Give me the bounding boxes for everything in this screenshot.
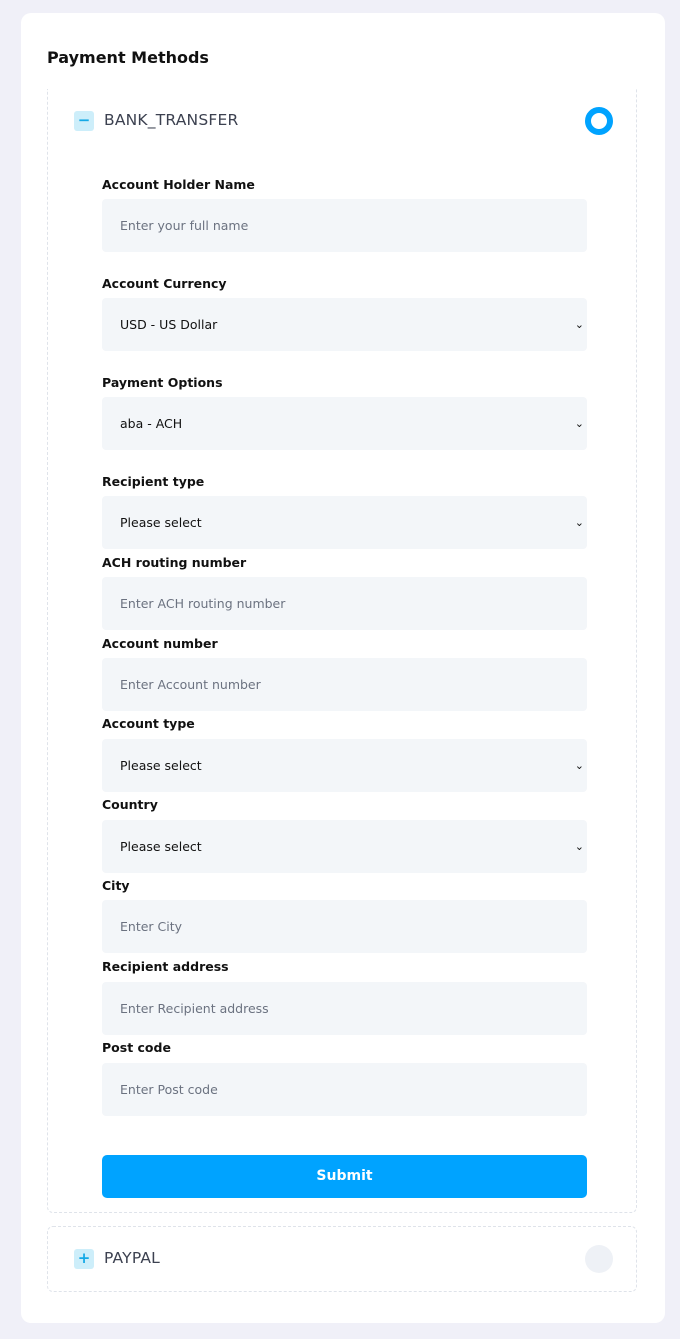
country-select[interactable] bbox=[102, 820, 587, 873]
ach-routing-label: ACH routing number bbox=[102, 555, 247, 570]
recipient-type-label: Recipient type bbox=[102, 474, 205, 489]
account-type-value: Please select bbox=[120, 758, 202, 773]
chevron-down-icon: ⌄ bbox=[574, 417, 584, 430]
ach-routing-input[interactable]: Enter ACH routing number bbox=[102, 577, 587, 630]
account-currency-select[interactable] bbox=[102, 298, 587, 351]
recipient-type-value: Please select bbox=[120, 515, 202, 530]
chevron-down-icon: ⌄ bbox=[574, 840, 584, 853]
account-currency-label: Account Currency bbox=[102, 276, 227, 291]
paypal-panel[interactable] bbox=[47, 1226, 637, 1292]
bank-transfer-panel bbox=[47, 89, 637, 1213]
account-type-select[interactable] bbox=[102, 739, 587, 792]
collapse-toggle-icon[interactable]: − bbox=[74, 111, 94, 131]
recipient-address-input[interactable]: Enter Recipient address bbox=[102, 982, 587, 1035]
account-number-label: Account number bbox=[102, 636, 218, 651]
post-code-input[interactable]: Enter Post code bbox=[102, 1063, 587, 1116]
account-holder-label: Account Holder Name bbox=[102, 177, 255, 192]
post-code-label: Post code bbox=[102, 1040, 171, 1055]
payment-options-value: aba - ACH bbox=[120, 416, 183, 431]
account-holder-input[interactable]: Enter your full name bbox=[102, 199, 587, 252]
bank-transfer-radio[interactable] bbox=[585, 107, 613, 135]
account-type-label: Account type bbox=[102, 716, 195, 731]
account-number-input[interactable]: Enter Account number bbox=[102, 658, 587, 711]
expand-toggle-icon[interactable]: + bbox=[74, 1249, 94, 1269]
country-label: Country bbox=[102, 797, 158, 812]
country-value: Please select bbox=[120, 839, 202, 854]
payment-options-select[interactable] bbox=[102, 397, 587, 450]
city-label: City bbox=[102, 878, 130, 893]
chevron-down-icon: ⌄ bbox=[574, 318, 584, 331]
page-title: Payment Methods bbox=[47, 48, 209, 67]
city-input[interactable]: Enter City bbox=[102, 900, 587, 953]
chevron-down-icon: ⌄ bbox=[574, 516, 584, 529]
recipient-type-select[interactable] bbox=[102, 496, 587, 549]
bank-transfer-label: BANK_TRANSFER bbox=[104, 111, 239, 129]
payment-options-label: Payment Options bbox=[102, 375, 223, 390]
paypal-label: PAYPAL bbox=[104, 1249, 161, 1267]
payment-methods-card bbox=[21, 13, 665, 1323]
recipient-address-label: Recipient address bbox=[102, 959, 229, 974]
account-currency-value: USD - US Dollar bbox=[120, 317, 218, 332]
chevron-down-icon: ⌄ bbox=[574, 759, 584, 772]
submit-button[interactable]: Submit bbox=[102, 1155, 587, 1198]
paypal-radio[interactable] bbox=[585, 1245, 613, 1273]
